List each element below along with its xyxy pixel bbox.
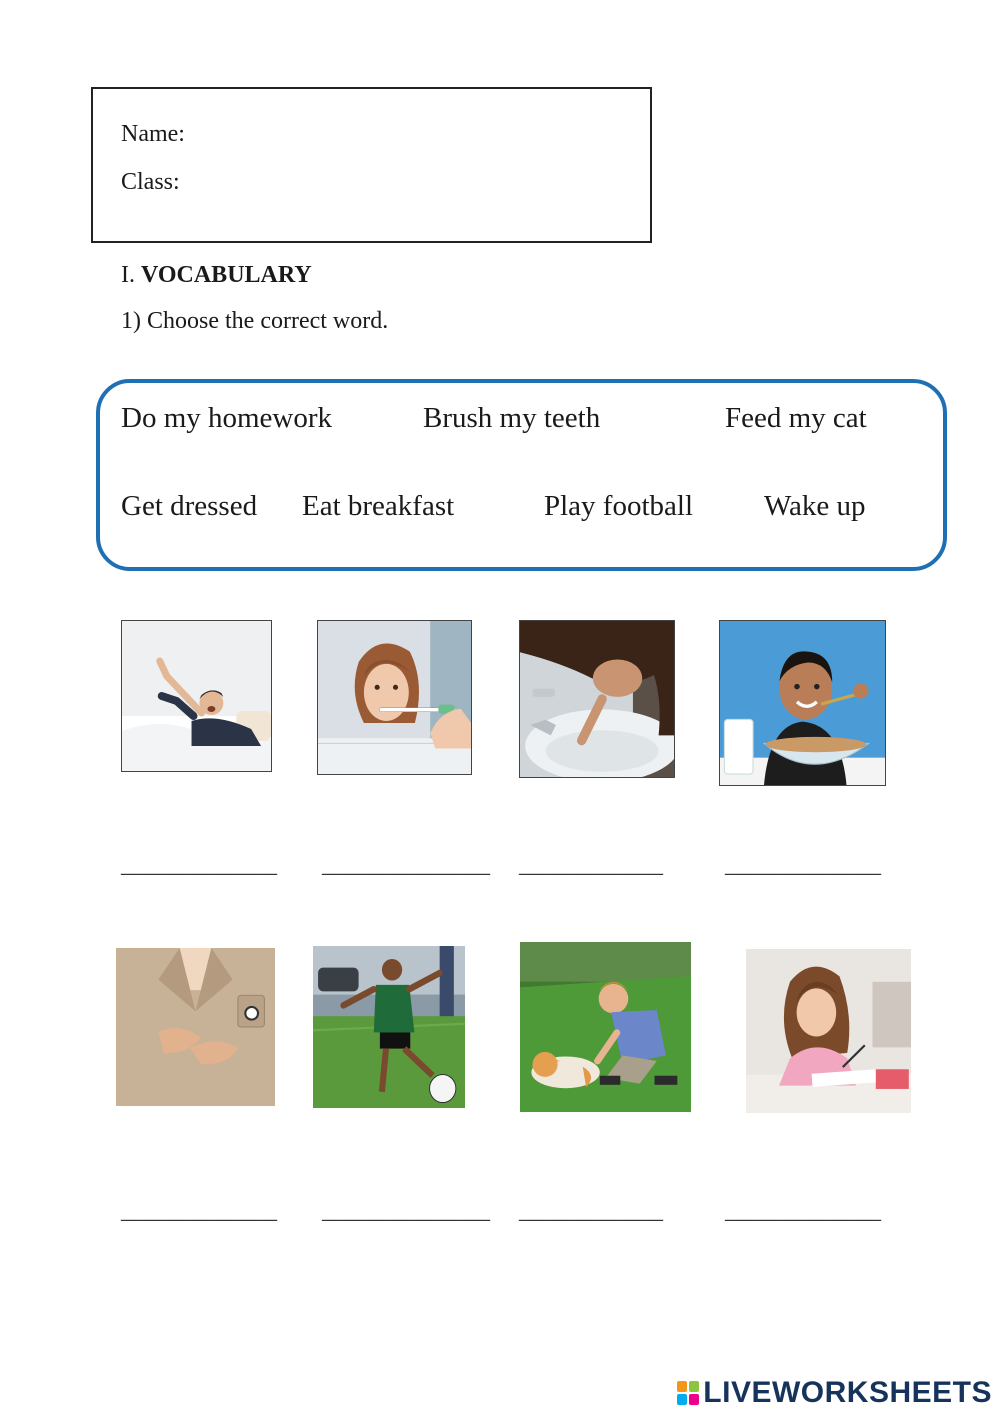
picture-brush-teeth <box>317 620 472 775</box>
answer-blank-5[interactable]: _____________ <box>121 1198 277 1224</box>
word-get-dressed: Get dressed <box>121 490 258 522</box>
word-eat-breakfast: Eat breakfast <box>302 490 455 522</box>
answer-blank-3[interactable]: ____________ <box>519 852 663 878</box>
answer-blank-1[interactable]: _____________ <box>121 852 277 878</box>
picture-wash-face <box>519 620 675 778</box>
brand-name: LIVEWORKSHEETS <box>703 1376 992 1409</box>
answer-blank-7[interactable]: ____________ <box>519 1198 663 1224</box>
picture-do-homework <box>746 949 911 1113</box>
word-brush-my-teeth: Brush my teeth <box>423 402 601 434</box>
class-label: Class: <box>121 169 180 195</box>
section-number: I. <box>121 262 135 288</box>
section-heading <box>121 262 312 289</box>
logo-square-4 <box>689 1394 699 1405</box>
word-feed-my-cat: Feed my cat <box>725 402 867 434</box>
picture-play-football <box>313 946 465 1108</box>
logo-square-2 <box>689 1381 699 1392</box>
picture-get-dressed <box>116 948 275 1106</box>
word-do-my-homework: Do my homework <box>121 402 333 434</box>
liveworksheets-logo-icon <box>677 1381 699 1405</box>
liveworksheets-logo <box>677 1376 992 1410</box>
section-title: VOCABULARY <box>141 262 312 288</box>
picture-wake-up <box>121 620 272 772</box>
logo-square-3 <box>677 1394 687 1405</box>
picture-eat-breakfast <box>719 620 886 786</box>
student-info-box <box>91 87 652 243</box>
exercise-instruction: 1) Choose the correct word. <box>121 308 389 334</box>
answer-blank-6[interactable]: ______________ <box>322 1198 490 1224</box>
answer-blank-4[interactable]: _____________ <box>725 852 881 878</box>
word-play-football: Play football <box>544 490 694 522</box>
answer-blank-2[interactable]: ______________ <box>322 852 490 878</box>
name-label: Name: <box>121 121 185 147</box>
picture-feed-cat <box>520 942 691 1112</box>
answer-blank-8[interactable]: _____________ <box>725 1198 881 1224</box>
word-wake-up: Wake up <box>764 490 866 522</box>
logo-square-1 <box>677 1381 687 1392</box>
